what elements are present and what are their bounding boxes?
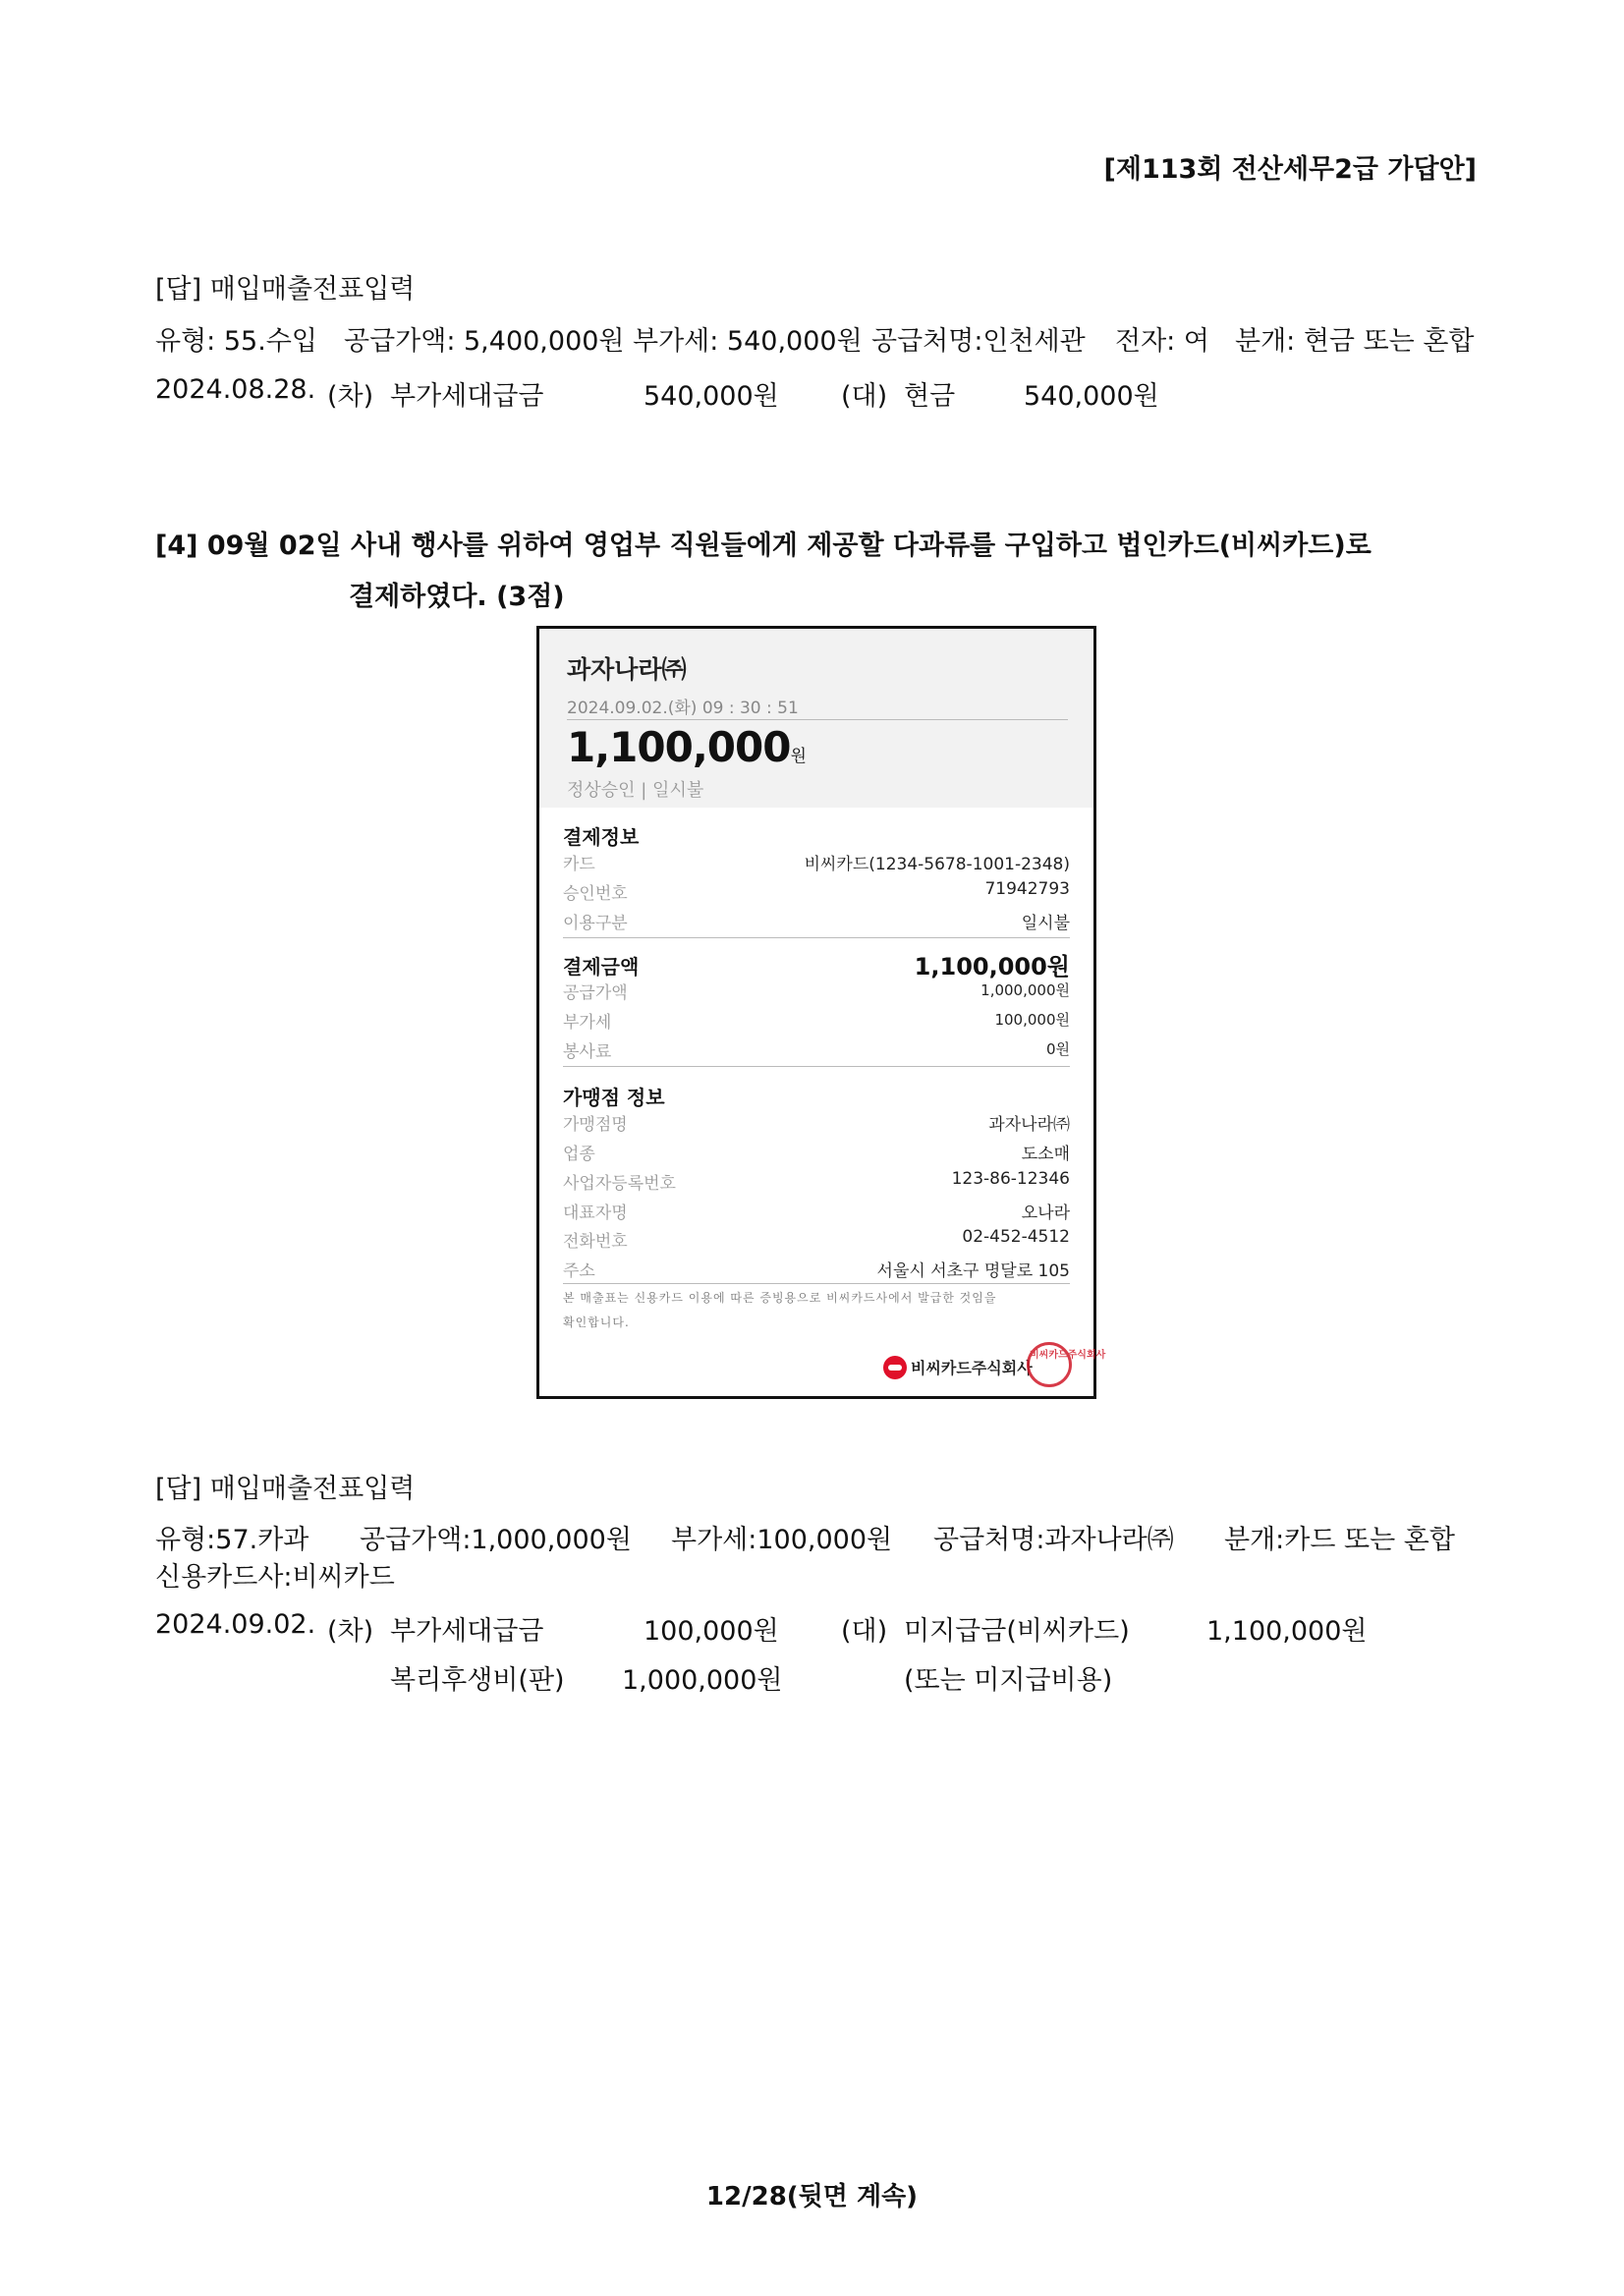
journal2-debit-account-1: 부가세대급금 [390,1616,544,1647]
card-receipt [536,626,1106,1399]
answer2-vat: 부가세:100,000원 [671,1525,893,1555]
journal1-debit-account: 부가세대급금 [390,381,544,412]
payment-approval-value: 71942793 [984,879,1070,899]
journal2-debit-amount-2: 1,000,000원 [622,1665,783,1696]
amount-supply-value: 1,000,000원 [980,981,1070,999]
journal2-debit-amount-1: 100,000원 [644,1616,779,1647]
journal2-debit-mark: (차) [327,1616,374,1647]
merchant-address-value: 서울시 서초구 명달로 105 [876,1261,1070,1281]
receipt-status: 정상승인 | 일시불 [567,780,704,801]
payment-info-title: 결제정보 [563,825,640,849]
receipt-datetime: 2024.09.02.(화) 09 : 30 : 51 [567,699,799,718]
answer2-split: 분개:카드 또는 혼합 [1224,1525,1455,1555]
merchant-phone-value: 02-452-4512 [962,1227,1070,1247]
payment-approval-label: 승인번호 [563,884,628,904]
merchant-business-type-value: 도소매 [1021,1145,1070,1164]
issuer-logo [883,1342,1106,1391]
journal1-date: 2024.08.28. [155,374,316,405]
journal1-credit-account: 현금 [904,381,956,412]
merchant-name-label: 가맹점명 [563,1115,628,1135]
answer1-vendor: 공급처명:인천세관 [871,326,1086,357]
journal1-credit-mark: (대) [841,381,888,412]
answer2-card-company: 신용카드사:비씨카드 [155,1562,395,1593]
merchant-phone-label: 전화번호 [563,1232,628,1252]
journal2-date: 2024.09.02. [155,1609,316,1640]
answer1-type: 유형: 55.수입 [155,326,317,357]
answer2-vendor: 공급처명:과자나라㈜ [933,1525,1174,1555]
answer2-supply: 공급가액:1,000,000원 [360,1525,632,1555]
journal2-credit-mark: (대) [841,1616,888,1647]
answer1-split: 분개: 현금 또는 혼합 [1235,326,1475,357]
payment-card-value: 비씨카드(1234-5678-1001-2348) [804,855,1070,874]
journal2-credit-amount: 1,100,000원 [1206,1616,1368,1647]
journal2-credit-account: 미지급금(비씨카드) [904,1616,1130,1647]
merchant-address-label: 주소 [563,1261,595,1281]
question-line-1: [4] 09월 02일 사내 행사를 위하여 영업부 직원들에게 제공할 다과류를 구입하고 법인카드(비씨카드)로 [155,531,1372,561]
payment-card-label: 카드 [563,855,595,874]
merchant-info-title: 가맹점 정보 [563,1086,665,1109]
journal1-debit-amount: 540,000원 [644,381,779,412]
receipt-note-line-1: 본 매출표는 신용카드 이용에 따른 증빙용으로 비씨카드사에서 발급한 것임을 [563,1291,997,1305]
amount-vat-value: 100,000원 [994,1011,1070,1029]
receipt-divider [563,1283,1070,1284]
answer1-vat: 부가세: 540,000원 [633,326,863,357]
merchant-regno-label: 사업자등록번호 [563,1174,676,1194]
answer2-heading: [답] 매입매출전표입력 [155,1474,416,1504]
payment-usage-label: 이용구분 [563,914,628,933]
journal2-credit-alternative: (또는 미지급비용) [904,1665,1113,1696]
amount-info-title: 결제금액 [563,955,640,979]
answer1-heading: [답] 매입매출전표입력 [155,274,416,305]
receipt-note-line-2: 확인합니다. [563,1316,630,1329]
merchant-business-type-label: 업종 [563,1145,595,1164]
payment-usage-value: 일시불 [1021,914,1070,933]
merchant-regno-value: 123-86-12346 [951,1169,1070,1189]
answer1-supply: 공급가액: 5,400,000원 [344,326,625,357]
journal2-debit-account-2: 복리후생비(판) [390,1665,565,1696]
receipt-amount-unit: 원 [790,747,806,766]
amount-vat-label: 부가세 [563,1013,612,1033]
company-seal-stamp: 비씨카드주식회사 [1027,1342,1072,1387]
amount-supply-label: 공급가액 [563,983,628,1003]
amount-service-label: 봉사료 [563,1042,612,1062]
answer1-electronic: 전자: 여 [1115,326,1209,357]
merchant-ceo-value: 오나라 [1021,1204,1070,1223]
question-line-2: 결제하였다. (3점) [349,582,565,612]
issuer-name: 비씨카드주식회사 [911,1359,1033,1377]
receipt-divider [563,1066,1070,1067]
journal1-credit-amount: 540,000원 [1024,381,1159,412]
bc-card-logo-icon [883,1356,907,1379]
journal1-debit-mark: (차) [327,381,374,412]
page-header-title: [제113회 전산세무2급 가답안] [1103,154,1477,185]
receipt-amount-value: 1,100,000 [567,723,791,771]
receipt-divider [563,937,1070,938]
page-footer: 12/28(뒷면 계속) [705,2182,919,2212]
merchant-name-value: 과자나라㈜ [988,1115,1070,1135]
receipt-merchant-name: 과자나라㈜ [567,655,687,684]
receipt-divider [567,719,1068,720]
amount-info-total: 1,100,000원 [914,953,1070,980]
answer2-type: 유형:57.카과 [155,1525,309,1555]
merchant-ceo-label: 대표자명 [563,1204,628,1223]
amount-service-value: 0원 [1045,1040,1070,1058]
receipt-amount [567,723,806,771]
